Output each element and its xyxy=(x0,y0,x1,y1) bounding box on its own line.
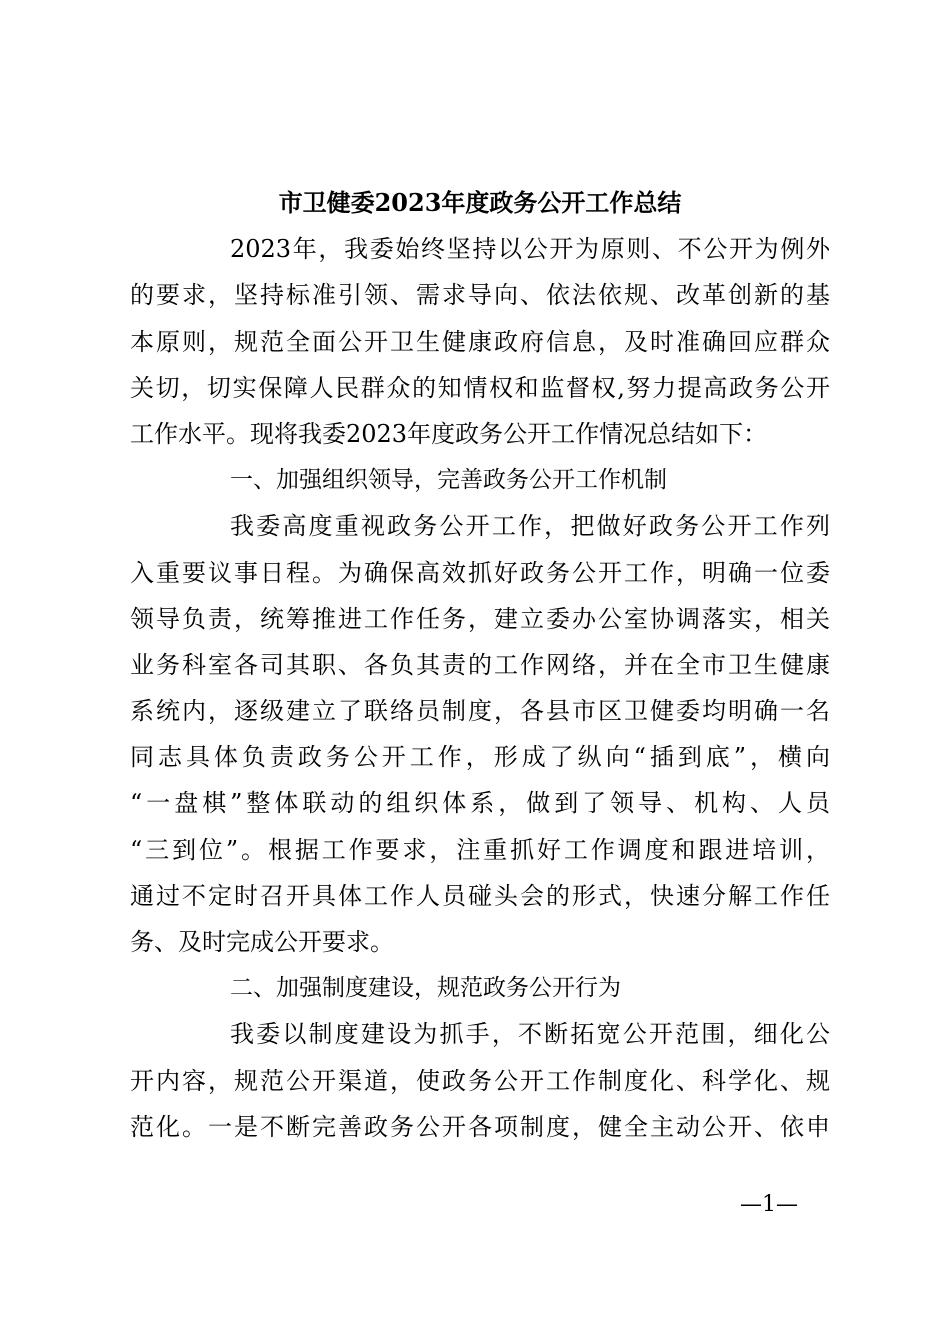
paragraph-line: 领导负责，统筹推进工作任务，建立委办公室协调落实，相关 xyxy=(130,604,830,633)
paragraph-line: 的要求，坚持标准引领、需求导向、依法依规、改革创新的基 xyxy=(130,281,830,310)
paragraph-line: 业务科室各司其职、各负其责的工作网络，并在全市卫生健康 xyxy=(130,650,830,679)
paragraph-line: “三到位”。根据工作要求，注重抓好工作调度和跟进培训， xyxy=(130,835,830,864)
paragraph-line: 2023年，我委始终坚持以公开为原则、不公开为例外 xyxy=(230,235,830,264)
paragraph-line: 通过不定时召开具体工作人员碰头会的形式，快速分解工作任 xyxy=(130,881,830,910)
paragraph-line: 范化。一是不断完善政务公开各项制度，健全主动公开、依申 xyxy=(130,1112,830,1141)
section-heading: 二、加强制度建设，规范政务公开行为 xyxy=(230,975,621,1002)
paragraph-line: 我委高度重视政务公开工作，把做好政务公开工作列 xyxy=(230,512,830,541)
paragraph-line: 开内容，规范公开渠道，使政务公开工作制度化、科学化、规 xyxy=(130,1066,830,1095)
paragraph-line: 我委以制度建设为抓手，不断拓宽公开范围，细化公 xyxy=(230,1020,830,1049)
paragraph-line: 务、及时完成公开要求。 xyxy=(130,928,394,956)
paragraph-line: 同志具体负责政务公开工作，形成了纵向“插到底”，横向 xyxy=(130,743,830,772)
paragraph-line: “一盘棋”整体联动的组织体系，做到了领导、机构、人员 xyxy=(130,789,830,818)
page-number: —1— xyxy=(740,1192,798,1217)
document-page xyxy=(130,180,830,1150)
paragraph-line: 工作水平。现将我委2023年度政务公开工作情况总结如下： xyxy=(130,419,768,448)
document-title: 市卫健委2023年度政务公开工作总结 xyxy=(278,188,682,217)
paragraph-line: 入重要议事日程。为确保高效抓好政务公开工作，明确一位委 xyxy=(130,558,830,587)
paragraph-line: 系统内，逐级建立了联络员制度，各县市区卫健委均明确一名 xyxy=(130,697,830,726)
paragraph-line: 本原则，规范全面公开卫生健康政府信息，及时准确回应群众 xyxy=(130,327,830,356)
section-heading: 一、加强组织领导，完善政务公开工作机制 xyxy=(230,467,667,494)
paragraph-line: 关切，切实保障人民群众的知情权和监督权,努力提高政务公开 xyxy=(130,373,830,402)
